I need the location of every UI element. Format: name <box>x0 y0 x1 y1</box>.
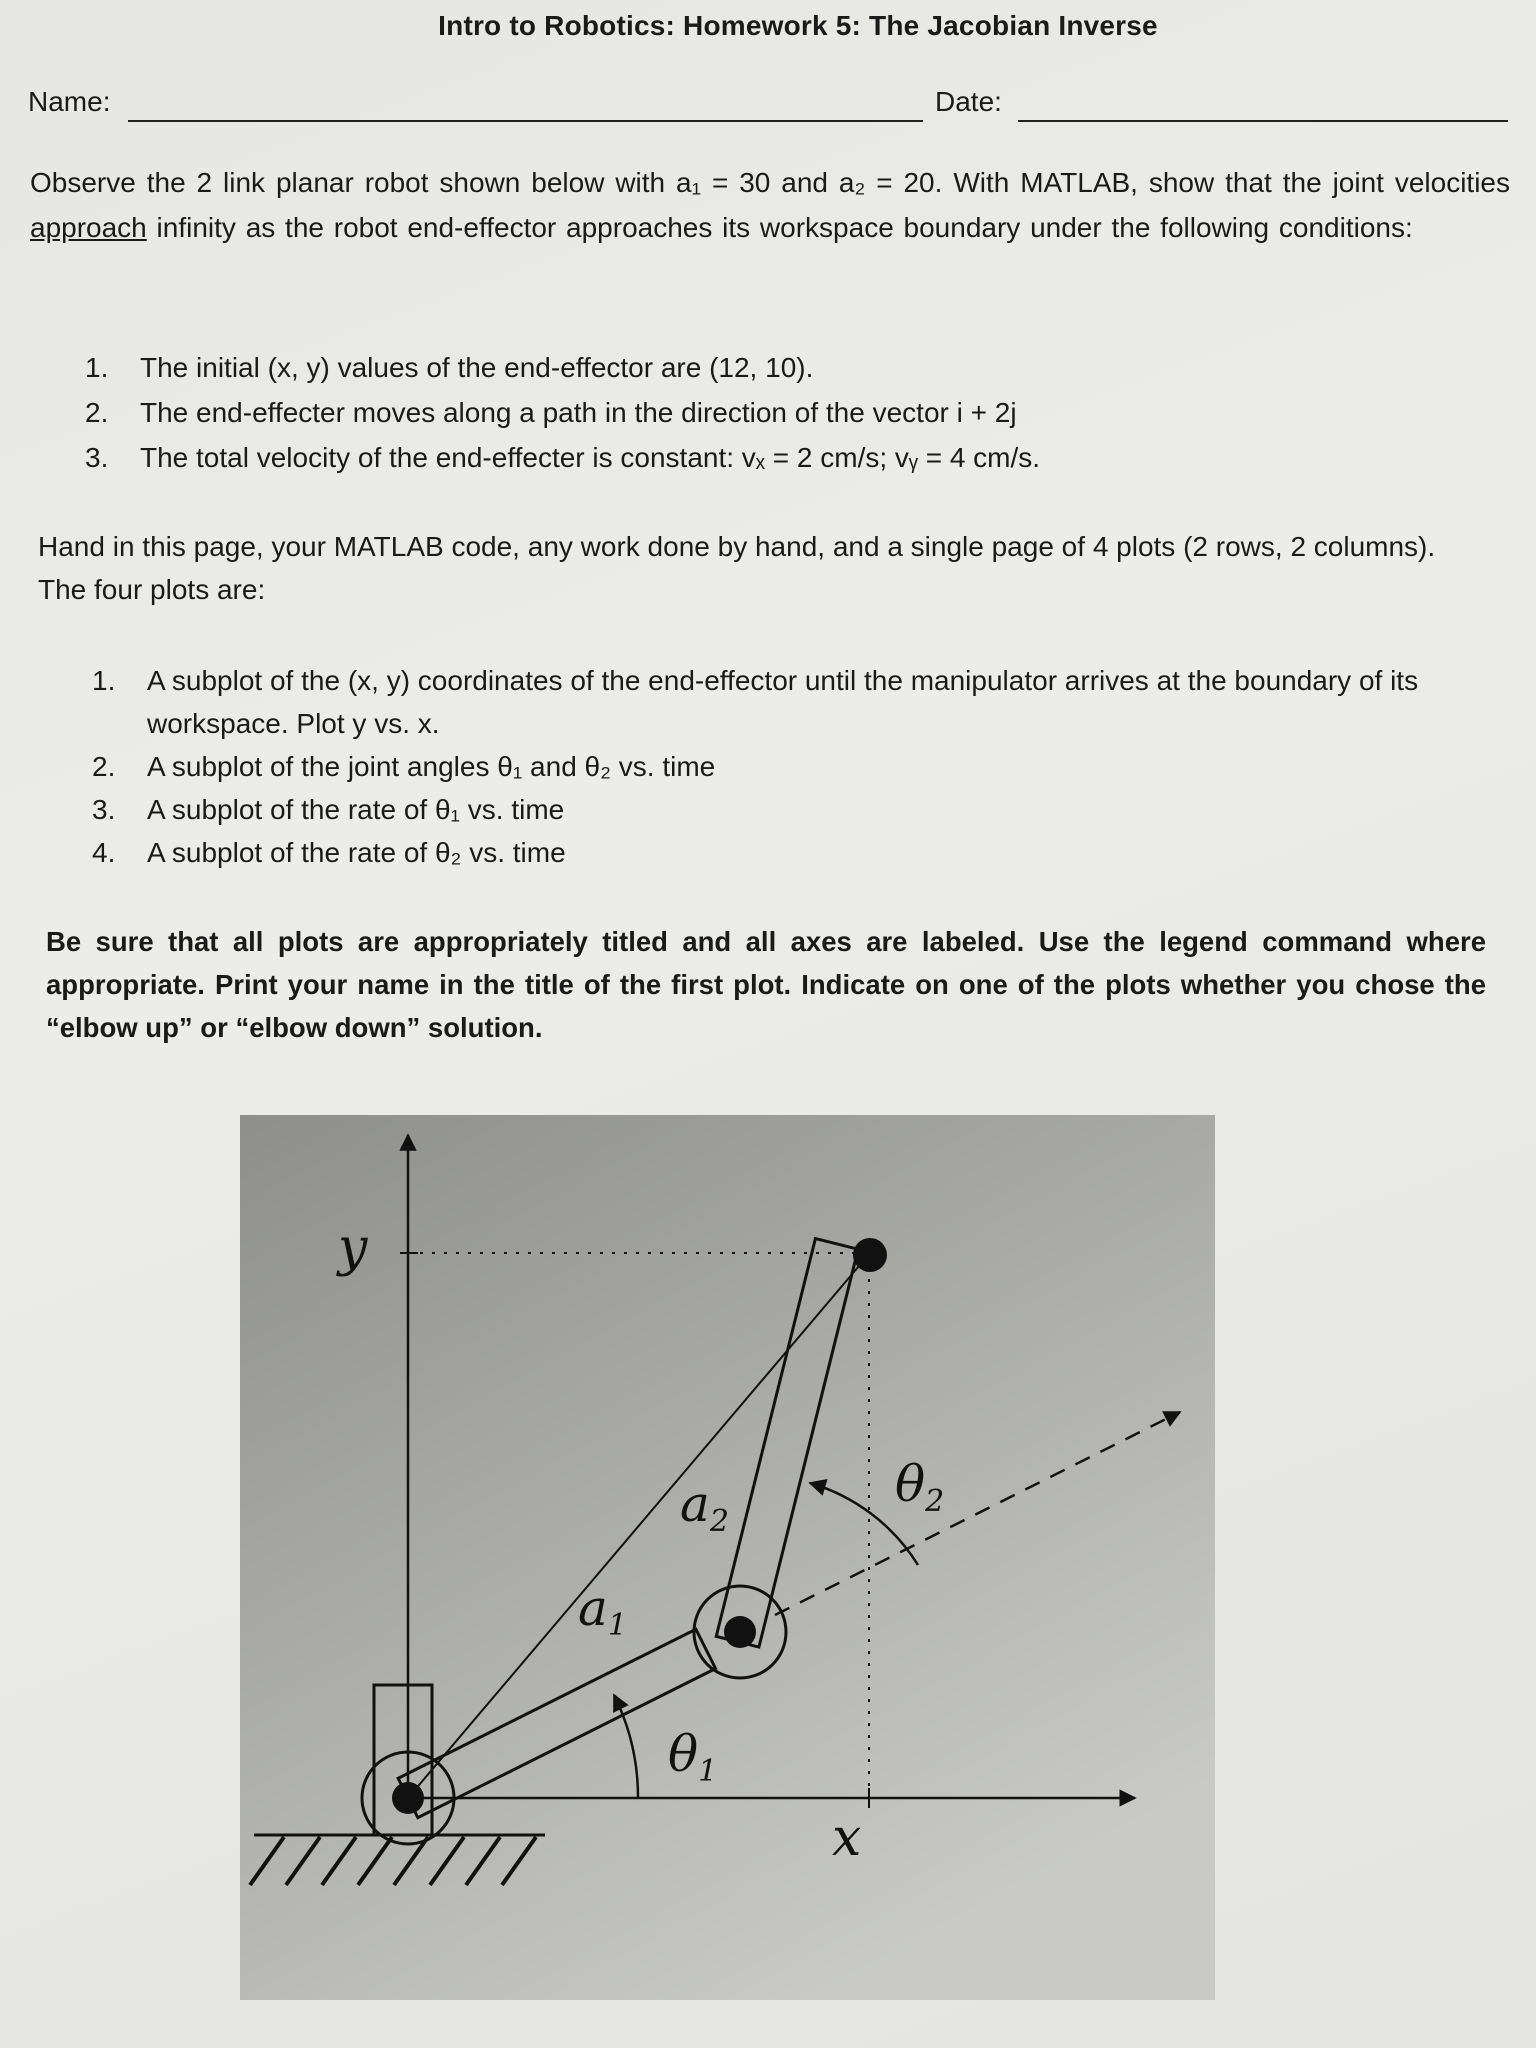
date-label: Date: <box>935 86 1002 117</box>
list-text: The initial (x, y) values of the end-effector are (12, 10). <box>140 352 814 383</box>
list-item <box>92 788 1512 831</box>
intro-text-2: infinity as the robot end-effector approaches its workspace boundary under the following conditions: <box>146 212 1413 243</box>
theta-1-letter: θ <box>668 1725 699 1783</box>
name-label: Name: <box>28 86 111 117</box>
plots-list <box>92 659 1512 874</box>
link-2-letter: a <box>680 1475 710 1533</box>
list-item <box>85 345 1285 390</box>
list-item <box>85 390 1285 435</box>
intro-text-1: Observe the 2 link planar robot shown below with a₁ = 30 and a₂ = 20. With MATLAB, show that the joint velocities <box>30 167 1510 198</box>
elbow-joint-pin <box>724 1616 756 1648</box>
list-item <box>85 435 1285 480</box>
page-title: Intro to Robotics: Homework 5: The Jacobian Inverse <box>438 10 1158 41</box>
list-item <box>92 659 1512 745</box>
hand-in-line-1: Hand in this page, your MATLAB code, any work done by hand, and a single page of 4 plots (2 rows, 2 columns). <box>38 531 1436 562</box>
intro-underlined-word: approach <box>30 212 147 243</box>
intro-paragraph <box>30 160 1510 250</box>
date-blank-line[interactable] <box>1018 120 1508 122</box>
link-2-subscript: 2 <box>709 1504 729 1539</box>
theta-1-subscript: 1 <box>698 1754 718 1789</box>
y-axis-label: y <box>338 1218 368 1278</box>
list-text: The end-effecter moves along a path in the direction of the vector i + 2j <box>140 397 1017 428</box>
list-text: A subplot of the rate of θ₂ vs. time <box>147 837 566 868</box>
name-date-row <box>28 86 1508 126</box>
list-number: 2. <box>85 397 109 428</box>
list-number: 1. <box>85 352 109 383</box>
list-text: A subplot of the (x, y) coordinates of the end-effector until the manipulator arrives at the boundary of its workspace. Plot y vs. x. <box>147 665 1419 739</box>
list-item <box>92 745 1512 788</box>
list-number: 1. <box>92 665 116 696</box>
theta-2-letter: θ <box>895 1455 926 1513</box>
end-effector <box>853 1238 887 1272</box>
robot-arm-diagram <box>240 1115 1215 2000</box>
list-number: 3. <box>92 794 116 825</box>
name-blank-line[interactable] <box>128 120 923 122</box>
list-number: 3. <box>85 442 109 473</box>
theta-2-subscript: 2 <box>925 1484 945 1519</box>
x-axis-label: x <box>832 1808 862 1868</box>
base-joint-pin <box>392 1782 424 1814</box>
list-text: A subplot of the joint angles θ₁ and θ₂ vs. time <box>147 751 716 782</box>
hand-in-paragraph <box>38 525 1508 611</box>
list-number: 2. <box>92 751 116 782</box>
diagram-background <box>240 1115 1215 2000</box>
hand-in-line-2: The four plots are: <box>38 574 266 605</box>
link-1-subscript: 1 <box>607 1608 627 1643</box>
list-number: 4. <box>92 837 116 868</box>
conditions-list <box>85 345 1285 480</box>
instructions-paragraph: Be sure that all plots are appropriately titled and all axes are labeled. Use the legend command where appropriate. Print your name in the title of the first plot. Indicate on one of the plots whether you chose the “elbow up” or “elbow down” solution. <box>46 926 1486 1043</box>
list-text: A subplot of the rate of θ₁ vs. time <box>147 794 565 825</box>
list-text: The total velocity of the end-effecter is constant: vₓ = 2 cm/s; vᵧ = 4 cm/s. <box>140 442 1041 473</box>
link-1-letter: a <box>578 1579 608 1637</box>
list-item <box>92 831 1512 874</box>
